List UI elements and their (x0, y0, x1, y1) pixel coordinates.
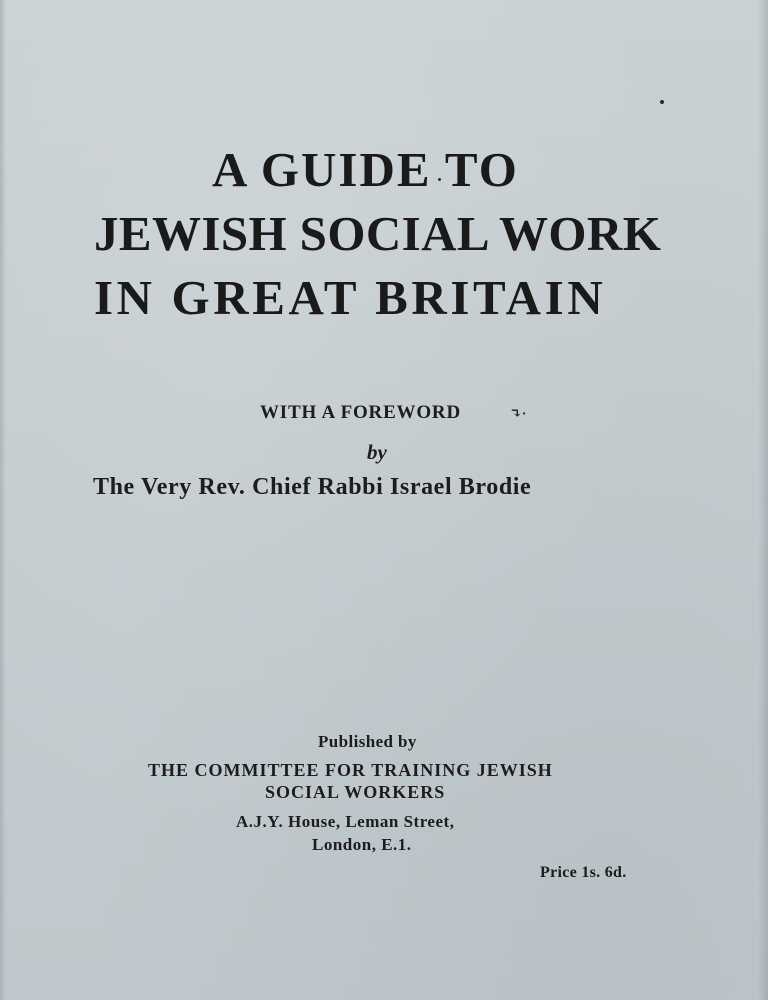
foreword-author: The Very Rev. Chief Rabbi Israel Brodie (93, 474, 532, 500)
publisher-name-line-2: SOCIAL WORKERS (265, 782, 446, 802)
title-line-3: IN GREAT BRITAIN (94, 270, 607, 325)
paper-edge-left (0, 0, 6, 1000)
paper-edge-right (758, 0, 768, 1000)
foreword-heading: WITH A FOREWORD (260, 402, 461, 423)
ink-speck (660, 100, 664, 104)
publisher-address-line-1: A.J.Y. House, Leman Street, (236, 812, 455, 831)
foreword-by: by (367, 440, 387, 464)
publisher-address-line-2: London, E.1. (312, 835, 412, 854)
price-label: Price 1s. 6d. (540, 864, 627, 881)
title-line-1: A GUIDE TO (212, 142, 519, 197)
publisher-name-line-1: THE COMMITTEE FOR TRAINING JEWISH (148, 760, 553, 780)
title-line-2: JEWISH SOCIAL WORK (94, 206, 662, 261)
published-by-label: Published by (318, 732, 417, 751)
ink-mark-icon: ↴· (510, 407, 527, 422)
